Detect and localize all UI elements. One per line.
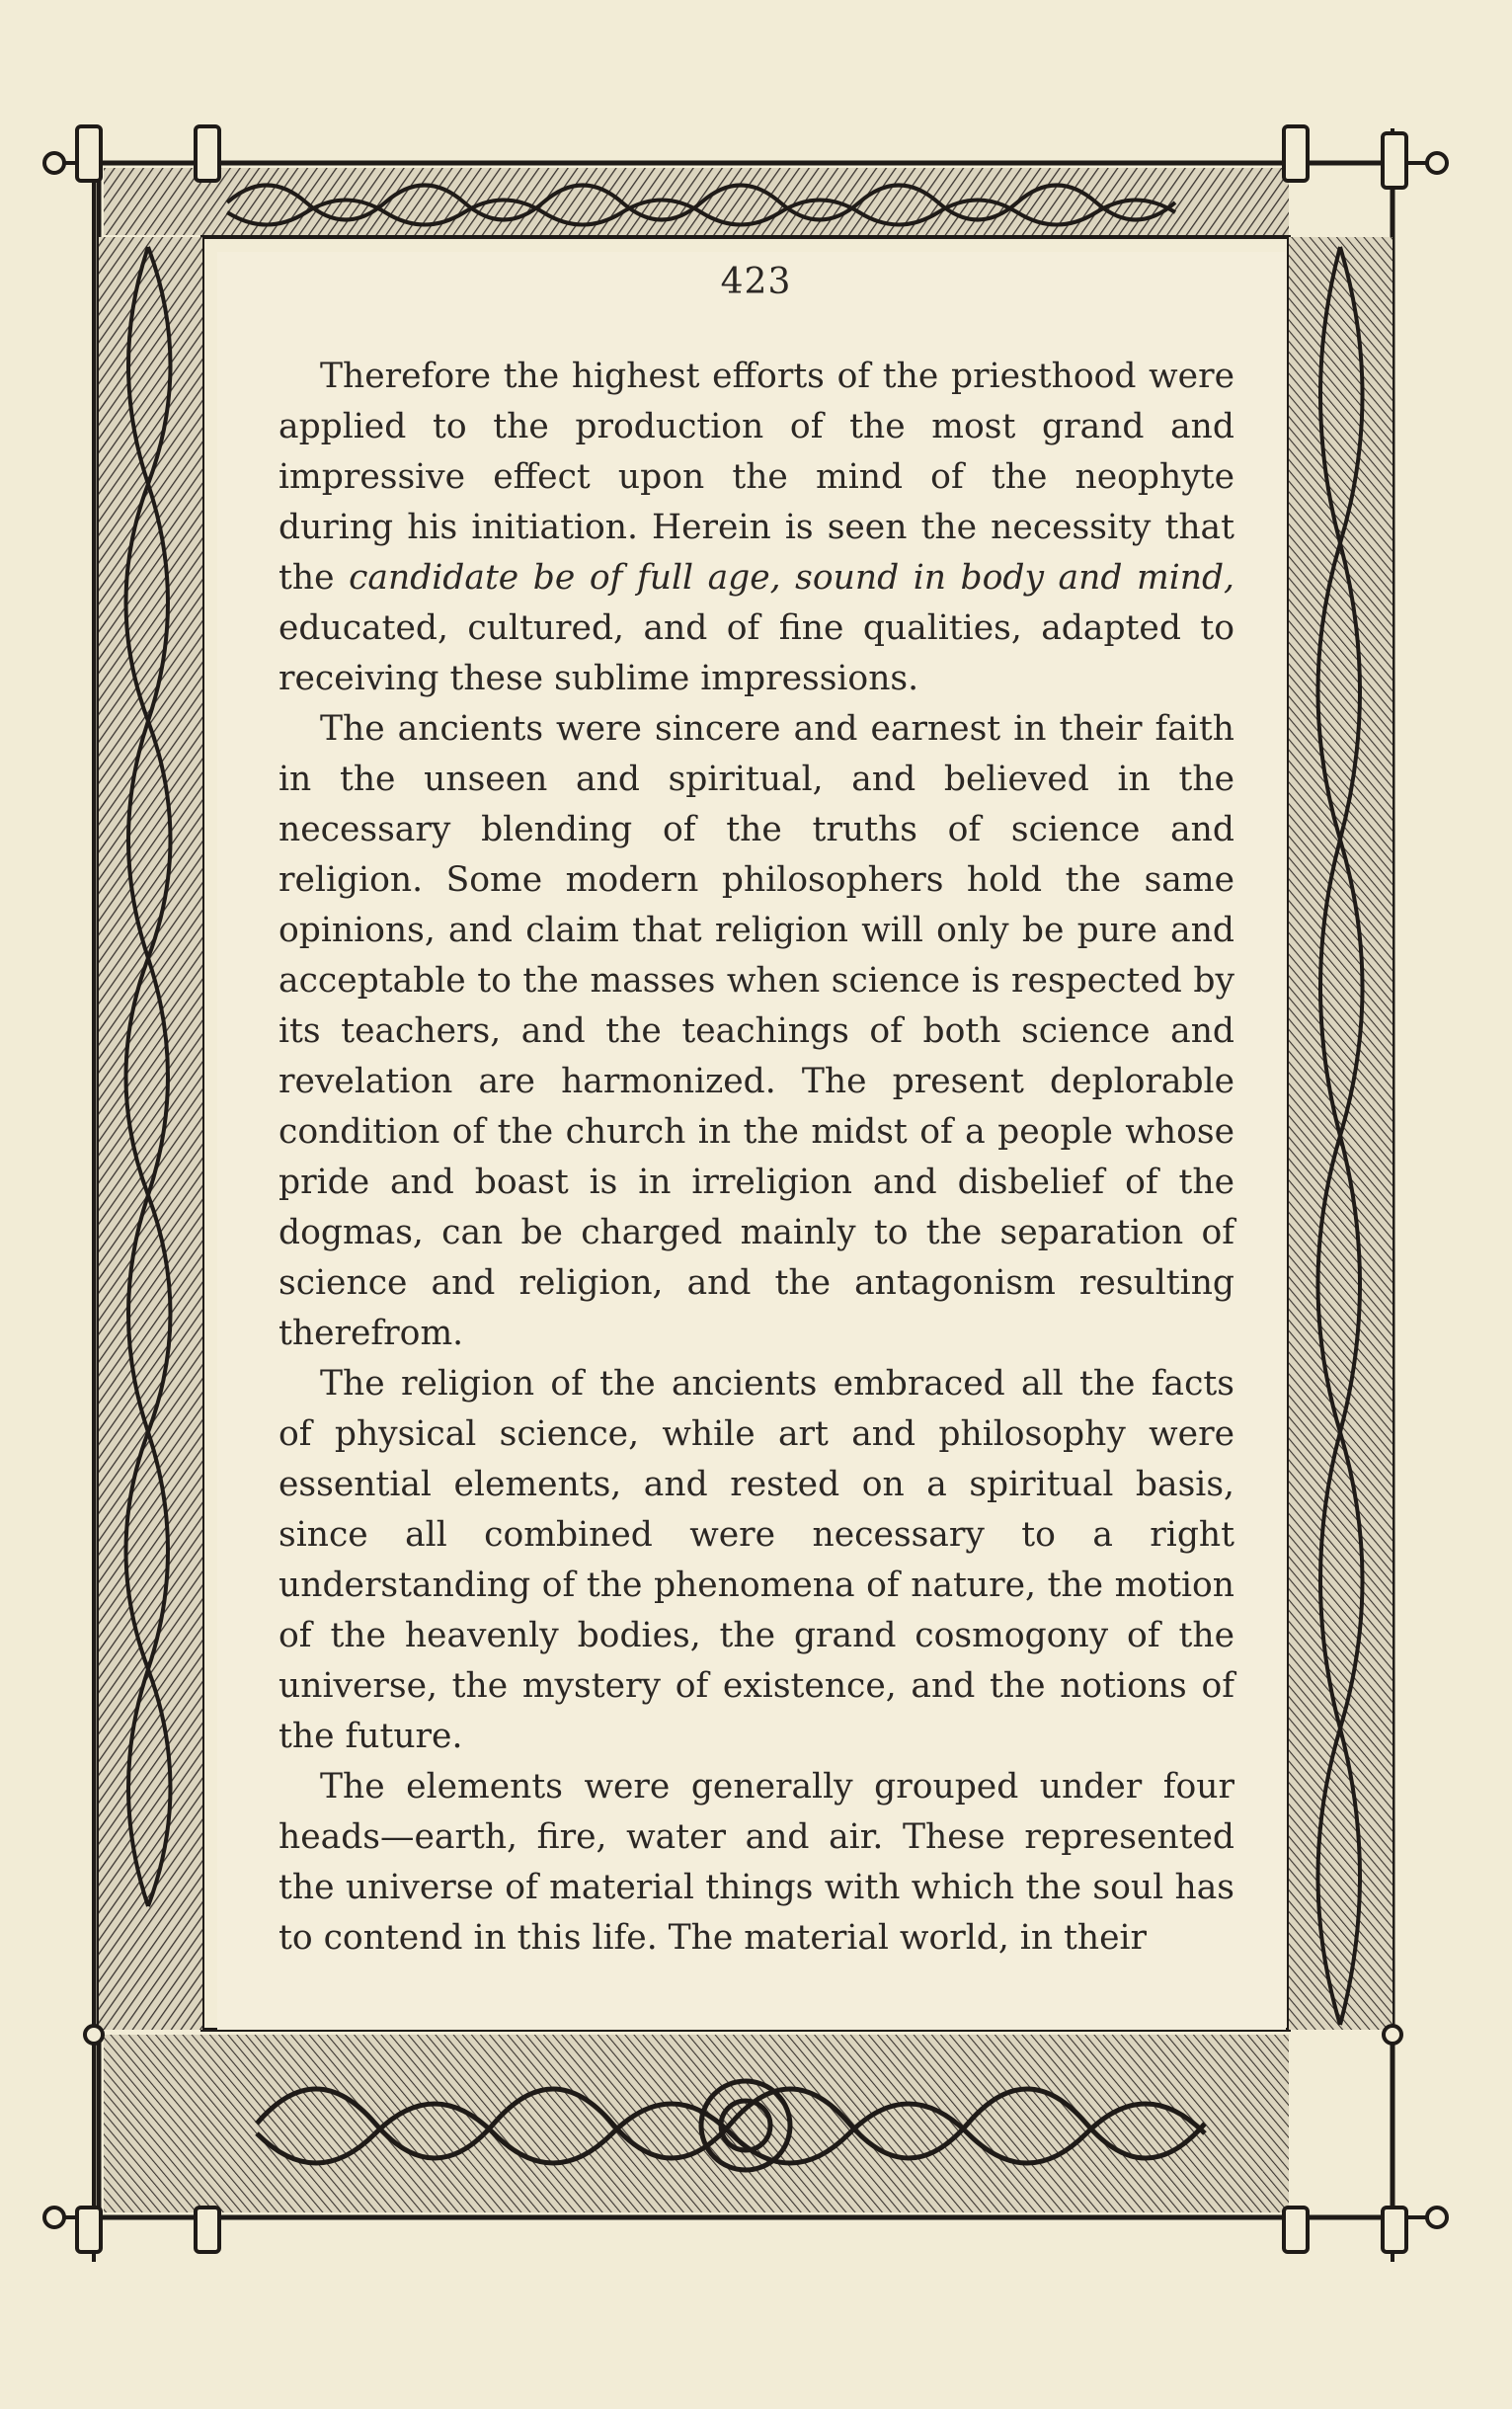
- body-text: [279, 352, 1234, 1964]
- bottom-band-hatching: [104, 2035, 1289, 2212]
- paragraph: The elements were generally grouped under four heads—earth, fire, water and air. These represented the universe of material things with which the soul has to contend in this life. The material world, in their: [279, 1767, 1234, 1958]
- paragraph: The religion of the ancients embraced all the facts of physical science, while art and philosophy were essential elements, and rested on a spiritual basis, since all combined were necessary to a right understanding of the phenomena of nature, the motion of the heavenly bodies, the grand cosmogony of the universe, the mystery of existence, and the notions of the future.: [279, 1364, 1234, 1756]
- paragraph: [279, 352, 1234, 704]
- italic-phrase: candidate be of full age, sound in body and mind,: [349, 558, 1234, 598]
- paragraph-text: educated, cultured, and of fine qualities, adapted to receiving these sublime impressions.: [279, 608, 1234, 698]
- left-band-hatching: [99, 237, 202, 2030]
- paragraph-text: Therefore the highest efforts of the priesthood were applied to the production of the most grand and impressive effect upon the mind of the neophyte during his initiation. Herein is seen the necessity that the: [279, 357, 1234, 598]
- paragraph: The ancients were sincere and earnest in their faith in the unseen and spiritual, and believed in the necessary blending of the truths of science and religion. Some modern philosophers hold the same opinions, and claim that religion will only be pure and acceptable to the masses when science is respected by its teachers, and the teachings of both science and revelation are harmonized. The present deplorable condition of the church in the midst of a people whose pride and boast is in irreligion and disbelief of the dogmas, can be charged mainly to the separation of science and religion, and the antagonism resulting therefrom.: [279, 709, 1234, 1353]
- page-number: 423: [720, 262, 792, 302]
